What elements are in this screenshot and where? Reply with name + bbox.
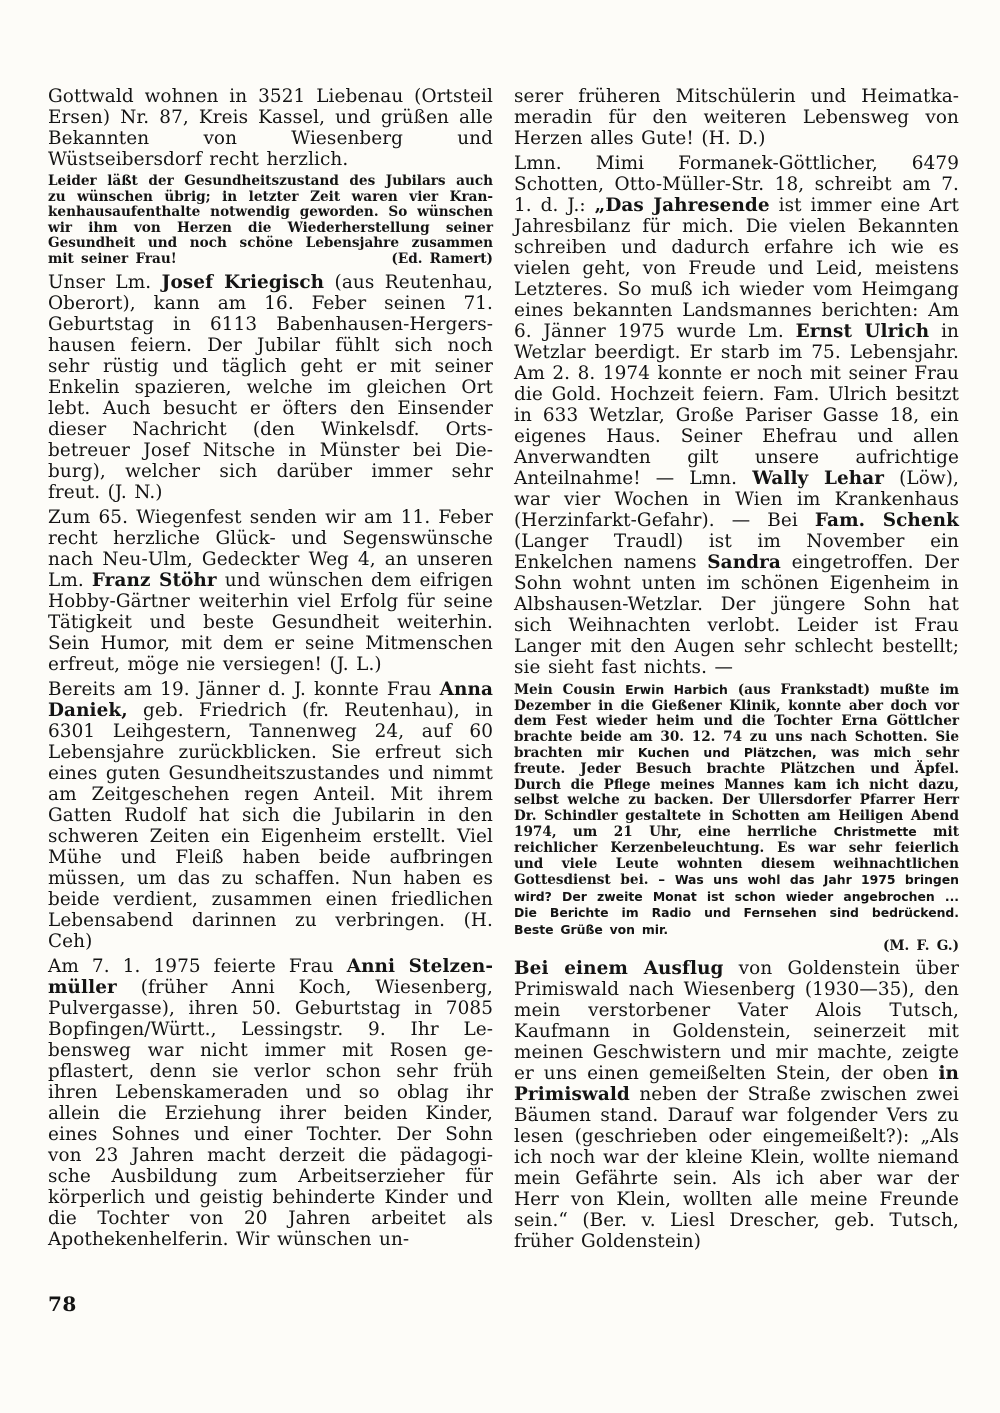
paragraph: [514, 682, 959, 954]
emphasized-name: Was uns wohl das Jahr 1975 bringen wird? Der zweite Monat ist schon wieder angebrochen ... Die Berichte im Radio und Fernsehen sind bedrückend. Beste Grüße von mir.: [514, 872, 960, 937]
emphasized-name: Ernst Ulrich: [795, 321, 930, 342]
text-run: von Goldenstein über Primiswald nach Wiesenberg (1930—35), den mein verstorbener Vater Alois Tutsch, Kaufmann in Goldenstein, seinerzeit mit meinen Geschwistern und mir machte, zeigte er uns einen gemeißelten Stein, der oben: [514, 958, 959, 1085]
paragraph: [48, 272, 493, 503]
author-initials: (M. F. G.): [883, 937, 959, 954]
text-run: (Langer Traudl) ist im November ein Enkelchen namens: [514, 531, 959, 573]
page-number: 78: [48, 1292, 77, 1316]
text-run: neben der Straße zwischen zwei Bäumen stand. Darauf war folgender Vers zu lesen (geschrieben oder eingemeißelt?): „Als ich noch war der kleine Klein, wollte niemand mein Gefährte sein. Als ich aber war der Herr von Klein, wollten alle meine Freunde sein.“ (Ber. v. Liesl Drescher, geb. Tutsch, früher Goldenstein): [514, 1084, 959, 1253]
text-run: Mein Cousin: [514, 682, 626, 698]
paragraph: [48, 507, 493, 675]
paragraph: [514, 153, 959, 678]
emphasized-name: Kuchen und Plätzchen,: [637, 745, 817, 761]
text-run: was mich sehr freute. Jeder Besuch brachte Plätzchen und Äpfel. Durch die Pflege meines Mannes kam ich nicht dazu, selbst welche zu backen. Der Ullersdorfer Pfarrer Herr Dr. Schindler gestaltete in Schotten am Heiligen Abend 1974, um 21 Uhr, eine herrliche: [514, 745, 960, 841]
text-run: Am 7. 1. 1975 feierte Frau: [48, 955, 347, 977]
emphasized-name: in Primiswald: [514, 1063, 959, 1106]
emphasized-name: Fam. Schenk: [814, 510, 959, 531]
emphasized-name: Anna Daniek,: [48, 678, 493, 721]
emphasized-name: Bei einem Ausflug: [514, 958, 724, 980]
text-run: (aus Reutenhau, Oberort), kann am 16. Feber seinen 71. Geburtstag in 6113 Babenhausen-Hergershausen feiern. Der Jubilar fühlt sich noch sehr rüstig und täglich geht er mit seiner Enkelin spazieren, welche im gleichen Ort lebt. Auch besucht er öfters den Einsender dieser Nachricht (den Winkelsdf. Ortsbetreuer Josef Nitsche in Münster bei Dieburg), welcher sich darüber immer sehr freut. (J. N.): [48, 271, 494, 503]
text-run: Lmn. Mimi Formanek-Göttlicher, 6479 Schotten, Otto-Müller-Str. 18, schreibt am 7. 1. d. J.:: [514, 153, 959, 216]
paragraph: [48, 956, 493, 1250]
left-column: [48, 86, 493, 1250]
text-run: und wünschen dem eifrigen Hobby-Gärtner weiterhin viel Erfolg für seine Tätigkeit und beste Gesundheit weiterhin. Sein Humor, mit dem er seine Mitmenschen erfreut, möge nie versiegen! (J. L.): [48, 569, 493, 675]
text-run: (Löw), war vier Wochen in Wien im Krankenhaus (Herzinfarkt-Gefahr). — Bei: [514, 468, 959, 531]
text-run: in Wetzlar beerdigt. Er starb im 75. Lebensjahr. Am 2. 8. 1974 konnte er noch mit seiner Frau die Gold. Hochzeit feiern. Fam. Ulrich besitzt in 633 Wetzlar, Große Pariser Gasse 18, ein eigenes Haus. Seiner Ehefrau und allen Anverwandten gilt unsere aufrichtige Anteilnahme! — Lmn.: [514, 321, 959, 489]
paragraph: [48, 86, 493, 170]
paragraph: [514, 86, 959, 149]
emphasized-name: „Das Jahresende: [594, 195, 770, 216]
emphasized-name: Sandra: [707, 552, 781, 573]
text-run: Gottwald wohnen in 3521 Liebenau (Ortsteil Ersen) Nr. 87, Kreis Kassel, und grüßen alle Bekannten von Wiesenberg und Wüstseibersdorf recht herzlich.: [48, 86, 493, 170]
text-run: geb. Friedrich (fr. Reutenhau), in 6301 Leihgestern, Tannenweg 24, auf 60 Lebensjahre zurückblicken. Sie erfreut sich eines guten Gesundheitszustandes und nimmt am Zeitgeschehen regen Anteil. Mit ihrem Gatten Rudolf hat sich die Jubilarin in den schweren Zeiten ein Eigenheim erstellt. Viel Mühe und Fleiß haben beide aufbringen müssen, um das zu schaffen. Nun haben es beide verdient, zusammen einen friedlichen Lebensabend darinnen zu verbringen. (H. Ceh): [48, 699, 493, 952]
text-run: Bereits am 19. Jänner d. J. konnte Frau: [48, 678, 440, 700]
text-run: (aus Frankstadt) mußte im Dezember in die Gießener Klinik, konnte aber doch vor dem Fest wieder heim und die Tochter Erna Göttlcher brachte beide am 30. 12. 74 zu uns nach Schotten. Sie brachten mir: [514, 682, 960, 762]
emphasized-name: Erwin Harbich: [625, 682, 728, 697]
emphasized-name: Josef Kriegisch: [161, 271, 325, 293]
text-run: Leider läßt der Gesundheitszustand des Jubilars auch zu wünschen übrig; in letzter Zeit waren vier Krankenhausaufenthalte notwendig geworden. So wünschen wir ihm von Herzen die Wiederherstellung seiner Gesundheit und noch schöne Lebensjahre zusammen mit seiner Frau!: [48, 173, 493, 267]
author-initials: (Ed. Ramert): [391, 250, 493, 267]
paragraph: [48, 174, 493, 268]
text-run: (früher Anni Koch, Wiesenberg, Pulvergasse), ihren 50. Geburtstag in 7085 Bopfingen/Württ., Lessingstr. 9. Ihr Lebensweg war nicht immer mit Rosen gepflastert, denn sie verlor schon sehr früh ihren Lebenskameraden und so oblag ihr allein die Erziehung ihrer beiden Kinder, eines Sohnes und einer Tochter. Der Sohn von 23 Jahren macht derzeit die pädagogische Ausbildung zum Arbeitserzieher für körperlich und geistig behinderte Kinder und die Tochter von 20 Jahren arbeitet als Apothekenhelferin. Wir wünschen un-: [48, 976, 493, 1250]
emphasized-name: Anni Stelzenmüller: [48, 955, 493, 998]
emphasized-name: Christmette: [833, 824, 917, 840]
text-run: eingetroffen. Der Sohn wohnt unten im schönen Eigenheim in Albshausen-Wetzlar. Der jüngere Sohn hat sich Weihnachten verlobt. Leider ist Frau Langer mit den Augen sehr schlecht bestellt; sie sieht fast nichts. —: [514, 552, 959, 678]
emphasized-name: Franz Stöhr: [91, 569, 217, 591]
paragraph: [48, 679, 493, 952]
paragraph: [514, 958, 959, 1252]
text-run: ist immer eine Art Jahresbilanz für mich. Die vielen Bekannten schreiben und dadurch erfahre ich wie es vielen geht, von Freude und Leid, meistens Letzteres. So muß ich wieder vom Heimgang eines bekannten Landsmannes berichten: Am 6. Jänner 1975 wurde Lm.: [514, 195, 959, 342]
text-run: mit reichlicher Kerzenbeleuchtung. Es war sehr feierlich und viele Leute wohnten diesem weihnachtlichen Gottesdienst bei. –: [514, 824, 959, 889]
text-run: serer früheren Mitschülerin und Heimatkameradin für den weiteren Lebensweg von Herzen alles Gute! (H. D.): [514, 86, 959, 149]
text-run: Unser Lm.: [48, 271, 162, 293]
emphasized-name: Wally Lehar: [752, 468, 885, 489]
text-run: Zum 65. Wiegenfest senden wir am 11. Feber recht herzliche Glück- und Segenswünsche nach Neu-Ulm, Gedeckter Weg 4, an unseren Lm.: [48, 506, 493, 591]
right-column: [514, 86, 959, 1252]
